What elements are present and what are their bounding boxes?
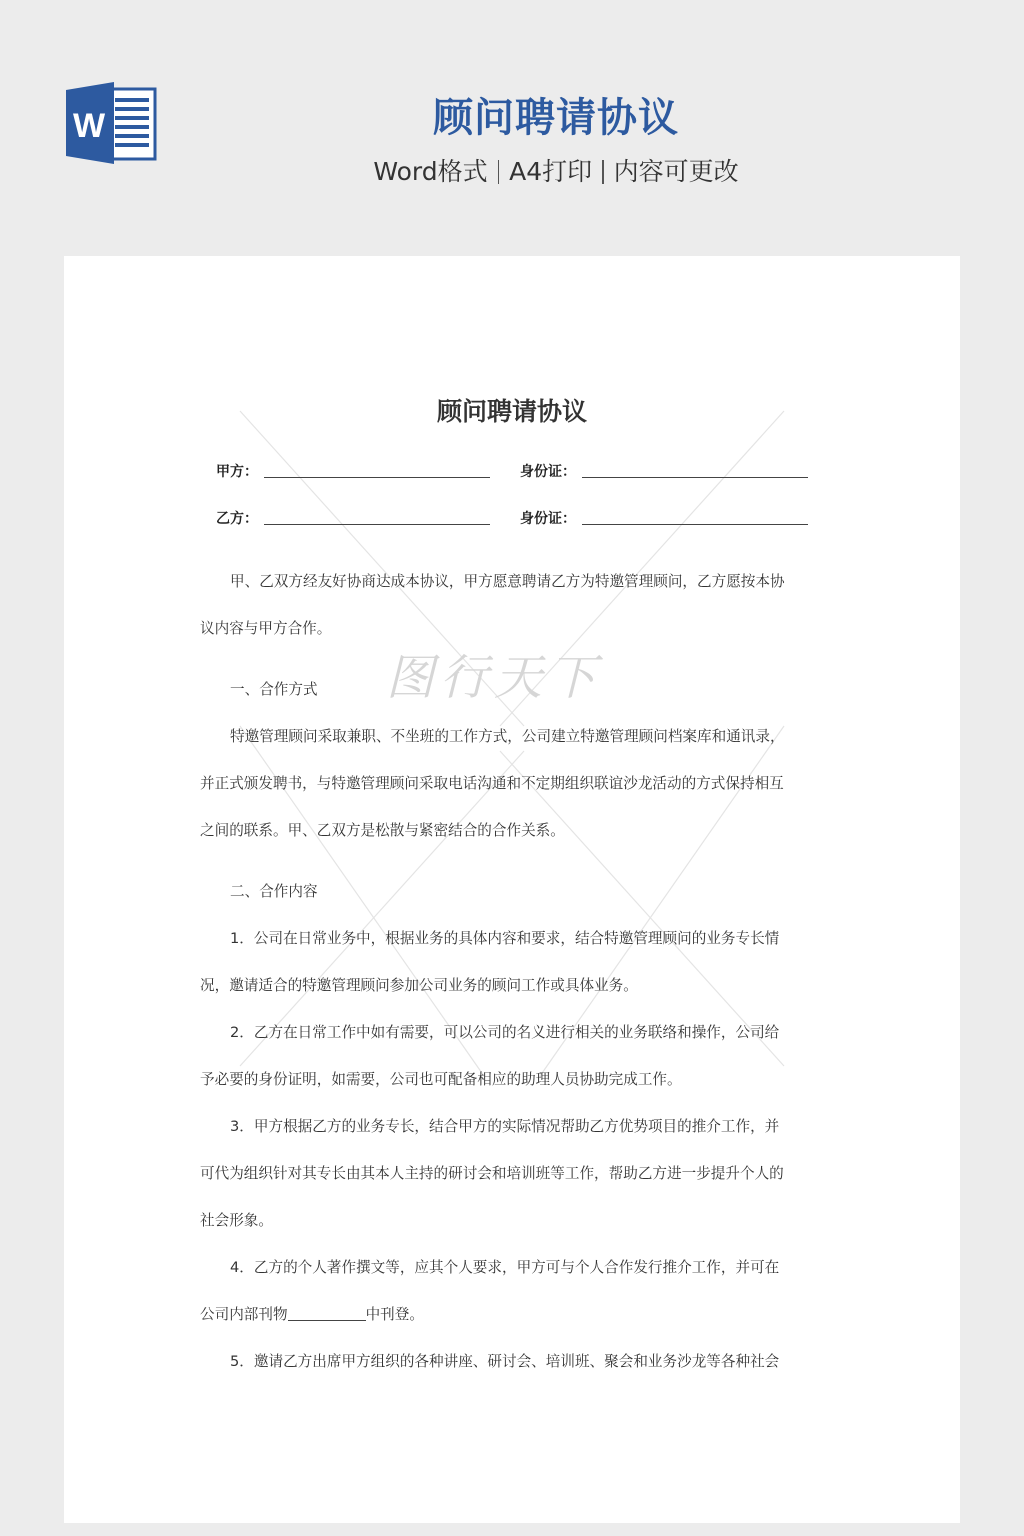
section1-line: 并正式颁发聘书，与特邀管理顾问采取电话沟通和不定期组织联谊沙龙活动的方式保持相互 [200, 775, 784, 792]
clause-line: 4．乙方的个人著作撰文等，应其个人要求，甲方可与个人合作发行推介工作，并可在 [230, 1259, 780, 1276]
clause-line: 予必要的身份证明，如需要，公司也可配备相应的助理人员协助完成工作。 [200, 1071, 682, 1088]
clause-line: 5．邀请乙方出席甲方组织的各种讲座、研讨会、培训班、聚会和业务沙龙等各种社会 [230, 1353, 780, 1370]
publication-blank[interactable] [288, 1306, 366, 1321]
party-b-field[interactable] [216, 509, 490, 529]
party-a-id-label: 身份证： [520, 464, 576, 480]
clause-line: 3．甲方根据乙方的业务专长，结合甲方的实际情况帮助乙方优势项目的推介工作，并 [230, 1118, 780, 1135]
clause-line [200, 1305, 824, 1325]
party-b-id-field[interactable] [520, 509, 808, 529]
clause-line: 可代为组织针对其专长由其本人主持的研讨会和培训班等工作，帮助乙方进一步提升个人的 [200, 1165, 784, 1182]
subtitle-format: Word格式 [373, 157, 488, 186]
party-a-field[interactable] [216, 462, 490, 482]
clause-line: 1．公司在日常业务中，根据业务的具体内容和要求，结合特邀管理顾问的业务专长情 [230, 930, 780, 947]
section1-line: 特邀管理顾问采取兼职、不坐班的工作方式，公司建立特邀管理顾问档案库和通讯录， [230, 728, 785, 745]
party-b-id-blank[interactable] [582, 510, 808, 525]
party-b-label: 乙方： [216, 511, 258, 527]
clause-text: 中刊登。 [365, 1306, 424, 1323]
subtitle-print: A4打印 [509, 157, 593, 186]
party-b-id-label: 身份证： [520, 511, 576, 527]
document-title: 顾问聘请协议 [436, 397, 587, 426]
subtitle-divider [498, 160, 500, 184]
party-a-label: 甲方： [216, 464, 258, 480]
subtitle-editable: 内容可更改 [613, 157, 739, 186]
document-page [64, 256, 960, 1523]
clause-line: 况，邀请适合的特邀管理顾问参加公司业务的顾问工作或具体业务。 [200, 977, 638, 994]
intro-line: 甲、乙双方经友好协商达成本协议，甲方愿意聘请乙方为特邀管理顾问，乙方愿按本协 [230, 573, 785, 590]
party-a-blank[interactable] [264, 463, 490, 478]
party-a-id-blank[interactable] [582, 463, 808, 478]
subtitle-divider [602, 160, 604, 184]
clause-line: 2．乙方在日常工作中如有需要，可以公司的名义进行相关的业务联络和操作，公司给 [230, 1024, 780, 1041]
section-heading: 二、合作内容 [230, 883, 318, 900]
watermark-text: 图行天下 [386, 650, 603, 706]
clause-line: 社会形象。 [200, 1212, 273, 1229]
clause-text: 公司内部刊物 [200, 1306, 288, 1323]
word-icon-letter: W [72, 107, 106, 145]
section-heading: 一、合作方式 [230, 681, 318, 698]
word-icon [65, 81, 157, 165]
header-title: 顾问聘请协议 [433, 95, 679, 141]
header-subtitle [300, 154, 812, 190]
section1-line: 之间的联系。甲、乙双方是松散与紧密结合的合作关系。 [200, 822, 565, 839]
party-a-id-field[interactable] [520, 462, 808, 482]
intro-line: 议内容与甲方合作。 [200, 620, 332, 637]
party-b-blank[interactable] [264, 510, 490, 525]
